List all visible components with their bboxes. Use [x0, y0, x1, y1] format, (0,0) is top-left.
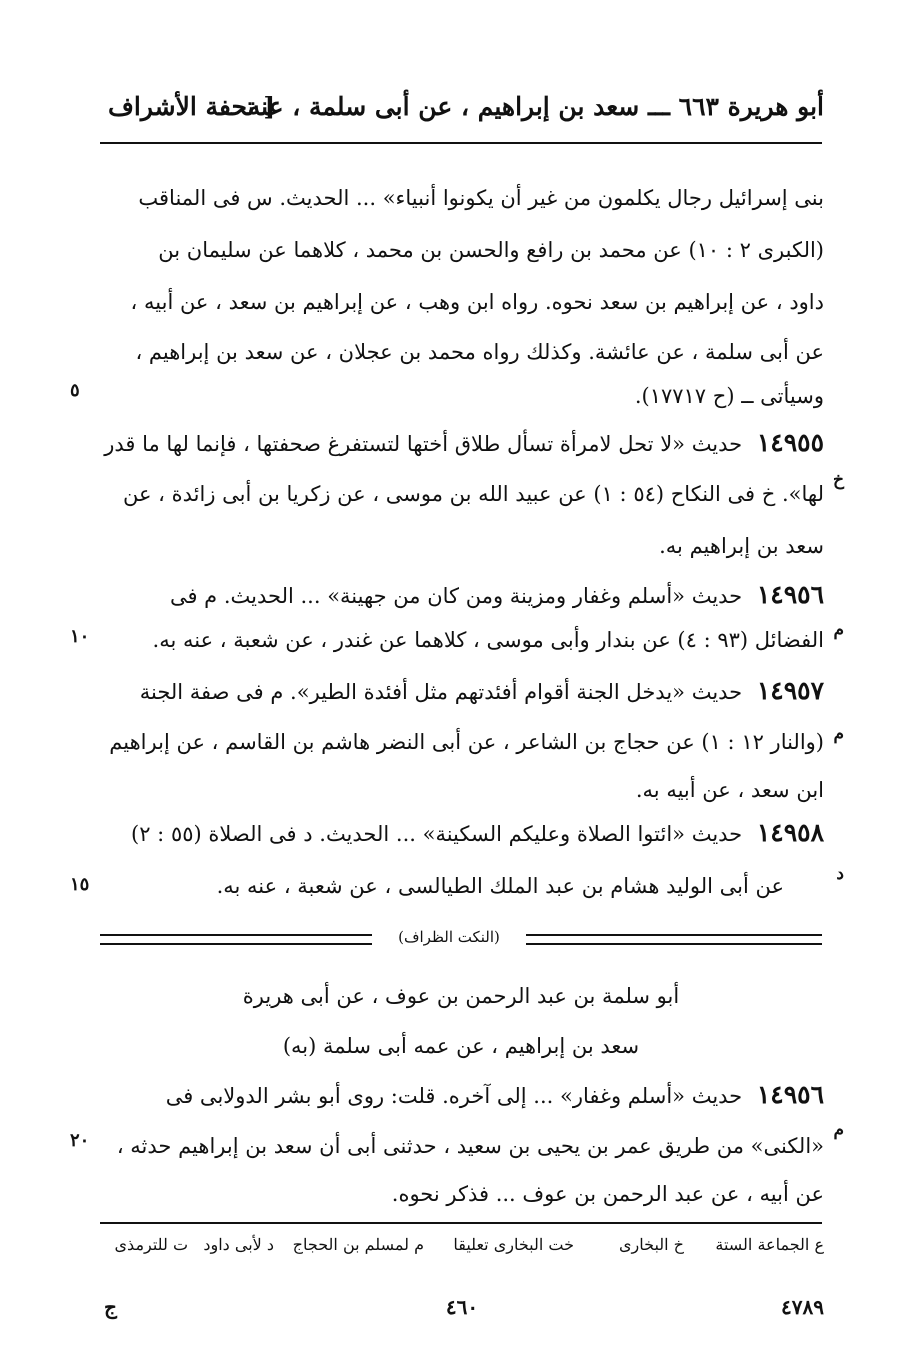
legend-item: ع الجماعة الستة — [715, 1235, 824, 1254]
text-line: داود ، عن إبراهيم بن سعد نحوه. رواه ابن وهب ، عن إبراهيم بن سعد ، عن أبيه ، — [130, 290, 824, 314]
text-line: الفضائل (٩٣ : ٤) عن بندار وأبى موسى ، كلاهما عن غندر ، عن شعبة ، عنه به. — [152, 628, 824, 652]
hadith-entry-14958 — [102, 818, 824, 847]
nukat-entry-14956 — [102, 1080, 824, 1109]
divider-label: (النكت الظراف) — [398, 928, 500, 946]
source-siglum: م — [833, 1120, 844, 1140]
hadith-number: ١٤٩٥٧ — [756, 676, 824, 705]
section-heading: أبو سلمة بن عبد الرحمن بن عوف ، عن أبى هريرة — [242, 984, 680, 1008]
hadith-number: ١٤٩٥٦ — [756, 580, 824, 609]
page-number: ٤٦٠ — [445, 1295, 479, 1319]
divider-rule — [526, 934, 822, 945]
hadith-entry-14957 — [102, 676, 824, 705]
running-header-title: أبو هريرة ٦٦٣ ـــ سعد بن إبراهيم ، عن أبى سلمة ، عنه — [247, 92, 824, 121]
footer-rule — [100, 1222, 822, 1224]
volume-letter: ج — [104, 1295, 117, 1319]
legend-item: خت البخارى تعليقا — [453, 1235, 574, 1254]
legend-item: د لأبى داود — [203, 1235, 274, 1254]
text-line: (والنار ١٢ : ١) عن حجاج بن الشاعر ، عن أبى النضر هاشم بن القاسم ، عن إبراهيم — [109, 730, 824, 754]
legend-item: خ البخارى — [618, 1235, 684, 1254]
sigla-legend — [102, 1235, 824, 1261]
source-siglum: خ — [833, 470, 844, 490]
text-line: لها». خ فى النكاح (٥٤ : ١) عن عبيد الله بن موسى ، عن زكريا بن أبى زائدة ، عن — [122, 482, 824, 506]
section-subheading: سعد بن إبراهيم ، عن عمه أبى سلمة (به) — [282, 1034, 640, 1058]
line-number-5: ٥ — [70, 380, 80, 401]
line-number-15: ١٥ — [70, 874, 90, 895]
header-rule — [100, 142, 822, 144]
hadith-number: ١٤٩٥٨ — [756, 818, 824, 847]
source-siglum: م — [833, 620, 844, 640]
source-siglum: د — [836, 864, 844, 884]
hadith-number: ١٤٩٥٦ — [756, 1080, 824, 1109]
text-line: عن أبى الوليد هشام بن عبد الملك الطيالسى ، عن شعبة ، عنه به. — [216, 874, 784, 898]
text-line: عن أبى سلمة ، عن عائشة. وكذلك رواه محمد بن عجلان ، عن سعد بن إبراهيم ، — [135, 340, 824, 364]
legend-item: ت للترمذى — [114, 1235, 188, 1254]
hadith-number: ١٤٩٥٥ — [756, 428, 824, 457]
hadith-entry-14956 — [102, 580, 824, 609]
section-divider — [100, 928, 822, 952]
text-line: (الكبرى ٢ : ١٠) عن محمد بن رافع والحسن بن محمد ، كلاهما عن سليمان بن — [158, 238, 824, 262]
text-line: «الكنى» من طريق عمر بن يحيى بن سعيد ، حدثنى أبى أن سعد بن إبراهيم حدثه ، — [116, 1134, 824, 1158]
hadith-entry-14955 — [102, 428, 824, 457]
text-line: سعد بن إبراهيم به. — [659, 534, 824, 558]
text-line: بنى إسرائيل رجال يكلمون من غير أن يكونوا أنبياء» ... الحديث. س فى المناقب — [138, 186, 824, 210]
entry-number: ٤٧٨٩ — [781, 1295, 824, 1319]
source-siglum: م — [833, 724, 844, 744]
hadith-text: حديث «يدخل الجنة أقوام أفئدتهم مثل أفئدة الطير». م فى صفة الجنة — [139, 680, 743, 704]
text-line: ابن سعد ، عن أبيه به. — [635, 778, 824, 802]
line-number-10: ١٠ — [70, 626, 90, 647]
legend-item: م لمسلم بن الحجاج — [292, 1235, 424, 1254]
line-number-20: ٢٠ — [70, 1130, 90, 1151]
hadith-text: حديث «لا تحل لامرأة تسأل طلاق أختها لتستفرغ صحفتها ، فإنما لها ما قدر — [104, 432, 743, 456]
hadith-text: حديث «أسلم وغفار ومزينة ومن كان من جهينة» ... الحديث. م فى — [169, 584, 743, 608]
text-line: وسيأتى ــ (ح ١٧٧١٧). — [634, 384, 824, 408]
running-header-book: [ تحفة الأشراف — [108, 92, 276, 121]
hadith-text: حديث «ائتوا الصلاة وعليكم السكينة» ... الحديث. د فى الصلاة (٥٥ : ٢) — [131, 822, 743, 846]
nukat-text: حديث «أسلم وغفار» ... إلى آخره. قلت: روى أبو بشر الدولابى فى — [165, 1084, 743, 1108]
divider-rule — [100, 934, 372, 945]
text-line: عن أبيه ، عن عبد الرحمن بن عوف ... فذكر نحوه. — [391, 1182, 824, 1206]
